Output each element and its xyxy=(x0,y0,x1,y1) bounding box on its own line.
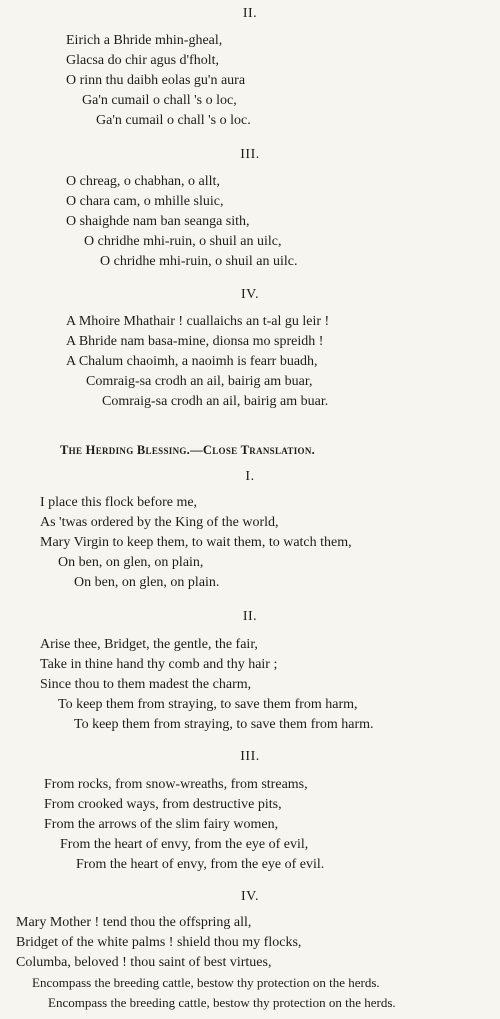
verse-line: Mary Virgin to keep them, to wait them, to watch them, xyxy=(40,535,352,550)
verse-line: O rinn thu daibh eolas gu'n aura xyxy=(66,73,246,88)
verse-line: To keep them from straying, to save them from harm, xyxy=(58,697,358,712)
verse-line: To keep them from straying, to save them from harm. xyxy=(74,717,374,732)
verse-line: From rocks, from snow-wreaths, from streams, xyxy=(44,777,308,792)
verse-line: From crooked ways, from destructive pits, xyxy=(44,797,282,812)
verse-line: O chridhe mhi-ruin, o shuil an uilc, xyxy=(84,234,282,249)
verse-line: On ben, on glen, on plain. xyxy=(74,575,220,590)
verse-line: Encompass the breeding cattle, bestow thy protection on the herds. xyxy=(32,975,380,990)
stanza-numeral: I. xyxy=(245,469,255,484)
verse-line: Eirich a Bhride mhin-gheal, xyxy=(66,33,223,48)
verse-line: From the heart of envy, from the eye of evil, xyxy=(60,837,309,852)
stanza-numeral: IV. xyxy=(241,287,259,302)
stanza-numeral: II. xyxy=(242,6,258,21)
verse-line: Ga'n cumail o chall 's o loc, xyxy=(82,93,237,108)
stanza-numeral: IV. xyxy=(241,889,259,904)
verse-line: Glacsa do chir agus d'fholt, xyxy=(66,53,219,68)
verse-line: Bridget of the white palms ! shield thou my flocks, xyxy=(16,935,302,950)
verse-line: A Mhoire Mhathair ! cuallaichs an t-al gu leir ! xyxy=(66,314,330,329)
verse-line: A Bhride nam basa-mine, dionsa mo spreidh ! xyxy=(66,334,324,349)
verse-line: O shaighde nam ban seanga sith, xyxy=(66,214,250,229)
verse-line: O chridhe mhi-ruin, o shuil an uilc. xyxy=(100,254,298,269)
verse-line: On ben, on glen, on plain, xyxy=(58,555,204,570)
stanza-numeral: II. xyxy=(242,609,258,624)
verse-line: Columba, beloved ! thou saint of best virtues, xyxy=(16,955,272,970)
verse-line: A Chalum chaoimh, a naoimh is fearr buadh, xyxy=(66,354,318,369)
stanza-numeral: III. xyxy=(240,749,260,764)
verse-line: As 'twas ordered by the King of the world, xyxy=(40,515,279,530)
verse-line: O chara cam, o mhille sluic, xyxy=(66,194,224,209)
verse-line: Comraig-sa crodh an ail, bairig am buar. xyxy=(102,394,329,409)
verse-line: Encompass the breeding cattle, bestow thy protection on the herds. xyxy=(48,995,396,1010)
verse-line: Take in thine hand thy comb and thy hair ; xyxy=(40,657,278,672)
verse-line: Comraig-sa crodh an ail, bairig am buar, xyxy=(86,374,313,389)
verse-line: Arise thee, Bridget, the gentle, the fair, xyxy=(40,637,258,652)
verse-line: I place this flock before me, xyxy=(40,495,198,510)
verse-line: O chreag, o chabhan, o allt, xyxy=(66,174,220,189)
verse-line: Since thou to them madest the charm, xyxy=(40,677,252,692)
verse-line: Mary Mother ! tend thou the offspring all, xyxy=(16,915,252,930)
translation-title: The Herding Blessing.—Close Translation. xyxy=(60,443,316,457)
stanza-numeral: III. xyxy=(240,147,260,162)
verse-line: From the arrows of the slim fairy women, xyxy=(44,817,279,832)
verse-line: Ga'n cumail o chall 's o loc. xyxy=(96,113,251,128)
verse-line: From the heart of envy, from the eye of evil. xyxy=(76,857,325,872)
